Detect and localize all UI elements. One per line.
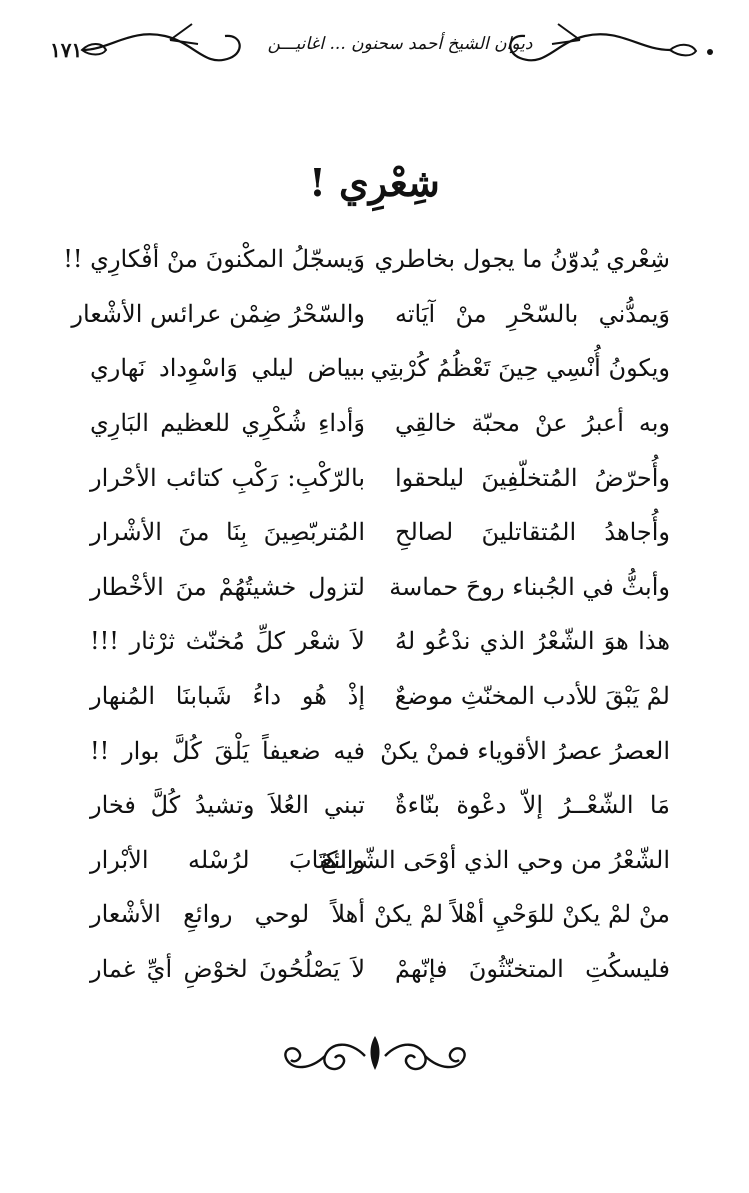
verse-first-hemistich: وأُحرّضُ المُتخلّفِينَ ليلحقوا (395, 463, 670, 492)
verse (90, 723, 670, 778)
poem-title: شِعْرِي ! (309, 160, 440, 205)
page-number: ١٧١ (50, 38, 83, 62)
page-header (20, 18, 729, 78)
verse-first-hemistich: مَا الشّعْــرُ إلاّ دعْوة بنّاءةٌ (395, 791, 670, 820)
verse-second-hemistich: لتزول خشيتُهُمْ منَ الأخْطار (90, 572, 365, 601)
verse (63, 232, 670, 287)
verse-first-hemistich: شِعْري يُدوّنُ ما يجول بخاطري (374, 245, 670, 274)
verse (90, 669, 670, 724)
verse (90, 341, 670, 396)
verse-first-hemistich: وأُجاهدُ المُتقاتلينَ لصالحِ (395, 518, 670, 547)
verse-second-hemistich: إذْ هُو داءُ شَبابنَا المُنهار (90, 682, 365, 711)
verse-second-hemistich: بالرّكْبِ: رَكْبِ كتائب الأحْرار (90, 463, 365, 492)
verse-first-hemistich: هذا هوَ الشّعْرُ الذي ندْعُو لهُ (395, 627, 670, 656)
verse-first-hemistich: ويكونُ أُنْسِي حِينَ تَعْظُمُ كُرْبتِي (370, 354, 670, 383)
verse (90, 505, 670, 560)
verse-second-hemistich: فيه ضعيفاً يَلْقَ كُلَّ بوار !! (90, 736, 365, 765)
verse-first-hemistich: وبه أعبرُ عنْ محبّة خالقِي (395, 409, 670, 438)
verse-second-hemistich: أهلاً لوحي روائعِ الأشْعار (90, 900, 365, 929)
verse-first-hemistich: منْ لمْ يكنْ للوَحْيِ أهْلاً لمْ يكنْ (373, 900, 670, 929)
verse (90, 942, 670, 997)
verse-first-hemistich: لمْ يَبْقَ للأدب المخنّثِ موضعٌ (394, 682, 670, 711)
verse (90, 396, 670, 451)
poem-body (63, 232, 670, 996)
verse-second-hemistich: ببياض ليلي وَاسْوِداد نَهاري (90, 354, 365, 383)
verse-second-hemistich: تبني العُلاَ وتشيدُ كُلَّ فخار (90, 791, 365, 820)
verse-second-hemistich: وَأداءِ شُكْرِي للعظيم البَارِي (90, 409, 365, 438)
verse (71, 287, 670, 342)
verse-second-hemistich: وَيسجّلُ المكْنونَ منْ أفْكارِي !! (63, 245, 365, 274)
verse-first-hemistich: فليسكُتِ المتخنّثُونَ فإنّهمْ (395, 955, 670, 984)
verse-first-hemistich: وأبثُّ في الجُبناء روحَ حماسة (389, 572, 670, 601)
verse (90, 887, 670, 942)
verse (90, 833, 670, 888)
verse (90, 778, 670, 833)
verse-second-hemistich: لاَ يَصْلُحُونَ لخوْضِ أيِّ غمار (90, 955, 365, 984)
verse-second-hemistich: والسّحْرُ ضِمْن عرائس الأشْعار (71, 299, 365, 328)
verse-second-hemistich: المُتربّصِينَ بِنَا منَ الأشْرار (90, 518, 365, 547)
verse-first-hemistich: العصرُ عصرُ الأقوياء فمنْ يكنْ (380, 736, 670, 765)
running-head: ديوان الشيخ أحمد سحنون ... اغانيـــن (267, 34, 533, 54)
verse (90, 450, 670, 505)
footer-ornament-icon (265, 1030, 485, 1080)
verse-second-hemistich: والكتَابَ لرُسْله الأبْرار (90, 845, 365, 874)
verse (90, 560, 670, 615)
verse-first-hemistich: الشّعْرُ من وحي الذي أوْحَى الشّرائعَ (320, 845, 670, 874)
verse-second-hemistich: لاَ شعْر كلِّ مُخنّث ثرْثار !!! (90, 627, 365, 656)
verse-first-hemistich: وَيمدُّني بالسّحْرِ منْ آيَاته (395, 299, 670, 328)
verse (90, 614, 670, 669)
